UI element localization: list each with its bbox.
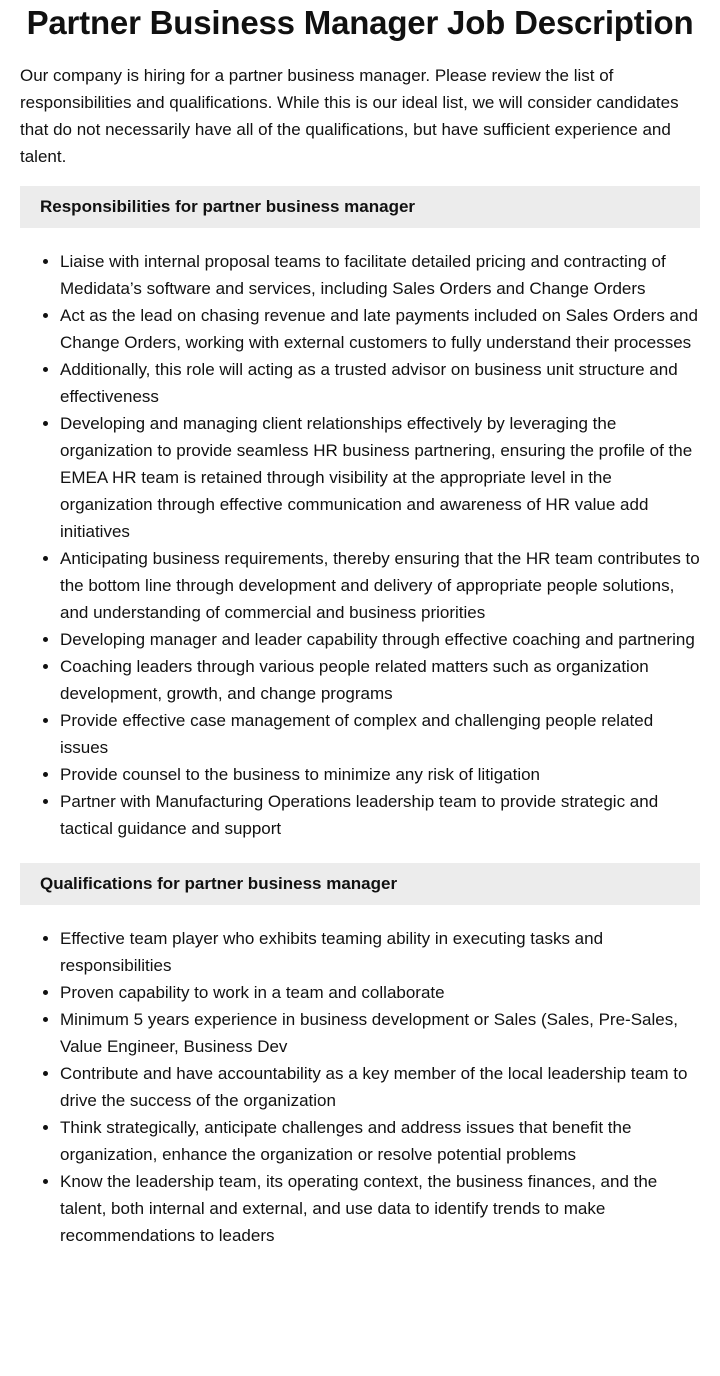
list-item: • Anticipating business requirements, thereby ensuring that the HR team contributes to the bottom line through development and delivery of appropriate people solutions, and understanding of commercial and business priorities (60, 545, 700, 626)
list-item: • Liaise with internal proposal teams to facilitate detailed pricing and contracting of Medidata’s software and services, including Sales Orders and Change Orders (60, 248, 700, 302)
list-item: • Coaching leaders through various people related matters such as organization development, growth, and change programs (60, 653, 700, 707)
qualifications-list (20, 925, 700, 1249)
list-item: • Partner with Manufacturing Operations leadership team to provide strategic and tactical guidance and support (60, 788, 700, 842)
intro-paragraph: Our company is hiring for a partner business manager. Please review the list of responsibilities and qualifications. While this is our ideal list, we will consider candidates that do not necessarily have all of the qualifications, but have sufficient experience and talent. (20, 66, 679, 166)
list-item: • Effective team player who exhibits teaming ability in executing tasks and responsibilities (60, 925, 700, 979)
responsibilities-list (20, 248, 700, 842)
list-item: • Developing manager and leader capability through effective coaching and partnering (60, 626, 700, 653)
page-title: Partner Business Manager Job Description (26, 4, 694, 41)
qualifications-heading: Qualifications for partner business manager (20, 863, 700, 905)
list-item: • Minimum 5 years experience in business development or Sales (Sales, Pre-Sales, Value Engineer, Business Dev (60, 1006, 700, 1060)
list-item: • Provide counsel to the business to minimize any risk of litigation (60, 761, 700, 788)
list-item: • Provide effective case management of complex and challenging people related issues (60, 707, 700, 761)
list-item: • Proven capability to work in a team and collaborate (60, 979, 700, 1006)
list-item: • Act as the lead on chasing revenue and late payments included on Sales Orders and Change Orders, working with external customers to fully understand their processes (60, 302, 700, 356)
list-item: • Developing and managing client relationships effectively by leveraging the organization to provide seamless HR business partnering, ensuring the profile of the EMEA HR team is retained through visibility at the appropriate level in the organization through effective communication and awareness of HR value add initiatives (60, 410, 700, 545)
list-item: • Additionally, this role will acting as a trusted advisor on business unit structure and effectiveness (60, 356, 700, 410)
list-item: • Know the leadership team, its operating context, the business finances, and the talent, both internal and external, and use data to identify trends to make recommendations to leaders (60, 1168, 700, 1249)
responsibilities-heading: Responsibilities for partner business manager (20, 186, 700, 228)
list-item: • Think strategically, anticipate challenges and address issues that benefit the organization, enhance the organization or resolve potential problems (60, 1114, 700, 1168)
list-item: • Contribute and have accountability as a key member of the local leadership team to drive the success of the organization (60, 1060, 700, 1114)
